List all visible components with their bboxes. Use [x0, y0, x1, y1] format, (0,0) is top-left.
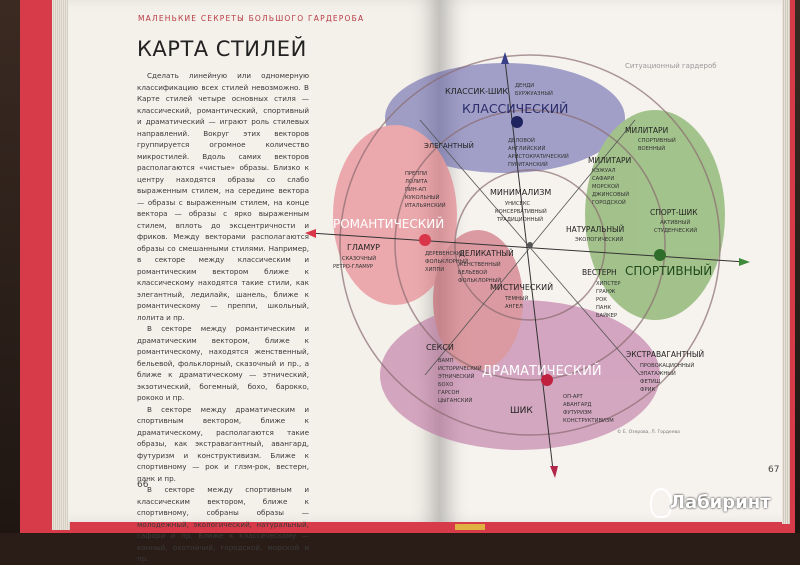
delicate-item: ЖЕНСТВЕННЫЙ [458, 262, 501, 268]
military-item: СПОРТИВНЫЙ [638, 138, 676, 144]
sexy-label: СЕКСИ [426, 343, 454, 352]
preppy-item: ПРЕППИ [405, 171, 427, 177]
military-item: ВОЕННЫЙ [638, 146, 666, 152]
running-head: МАЛЕНЬКИЕ СЕКРЕТЫ БОЛЬШОГО ГАРДЕРОБА [138, 14, 365, 23]
military2-label: МИЛИТАРИ [588, 156, 632, 165]
paragraph: В секторе между романтическим и драматическим вектором, ближе к романтическому, находятся женственный, бельевой, фольклорный, сказочный и пр., а ближе к драматическому — этнический, экзотический, богемный, бохо, барокко, рококо и пр. [137, 324, 309, 402]
sexy-item: ГАРСОН [438, 390, 460, 396]
glamour-item: РЕТРО-ГЛАМУР [333, 264, 374, 270]
delicate-label: ДЕЛИКАТНЫЙ [459, 249, 514, 258]
military2-item: ДЖИНСОВЫЙ [592, 192, 630, 198]
minimalism-item: ТРАДИЦИОННЫЙ [497, 217, 544, 223]
delicate-item: БЕЛЬЕВОЙ [458, 270, 488, 276]
mystic-item: АНГЕЛ [505, 304, 523, 310]
romantic-item: ФОЛЬКЛОРНЫЙ [425, 259, 469, 265]
western-item: РОК [596, 297, 607, 303]
western-item: ПАНК [596, 305, 612, 311]
western-item: БАЙКЕР [596, 313, 618, 319]
mystic-label: МИСТИЧЕСКИЙ [490, 283, 554, 292]
natural-item: ЭКОЛОГИЧЕСКИЙ [575, 237, 624, 243]
romantic-arrow [305, 229, 316, 238]
preppy-item: ПИН-АП [405, 187, 427, 193]
chic-item: КОНСТРУКТИВИЗМ [563, 418, 614, 424]
chic-item: ОП-АРТ [563, 394, 583, 400]
drama-arrow [550, 466, 558, 478]
chic-item: ФУТУРИЗМ [563, 410, 592, 416]
sexy-item: БОХО [438, 382, 454, 388]
military2-item: МОРСКОЙ [592, 184, 619, 190]
classic-chic-label: КЛАССИК-ШИК [445, 87, 509, 96]
paragraph: В секторе между спортивным и классическим вектором, ближе к спортивному, собраны образы — молодежный, экологический, натуральный, сафари и пр. Ближе к классическому — конный, охотничий, городской, морской и пр. [137, 485, 309, 563]
sport-arrow [739, 258, 750, 266]
sexy-item: ВАМП [438, 358, 454, 364]
glamour-label: ГЛАМУР [347, 243, 380, 252]
western-item: ХИПСТЕР [596, 281, 621, 287]
sexy-item: ЭТНИЧЕСКИЙ [438, 374, 475, 380]
classic-item: ДЕЛОВОЙ [508, 138, 535, 144]
watermark: Лабиринт [670, 492, 771, 513]
glamour-item: СКАЗОЧНЫЙ [342, 256, 377, 262]
western-label: ВЕСТЕРН [582, 268, 617, 277]
extravagant-item: ЭПАТАЖНЫЙ [640, 371, 676, 377]
axis-drama-label: ДРАМАТИЧЕСКИЙ [482, 364, 602, 379]
running-head-right: Ситуационный гардероб [625, 62, 717, 70]
sport-dot [654, 249, 666, 261]
sexy-item: ИСТОРИЧЕСКИЙ [438, 366, 482, 372]
military2-item: САФАРИ [592, 176, 615, 182]
military-label: МИЛИТАРИ [625, 126, 669, 135]
sexy-item: ЦЫГАНСКИЙ [438, 398, 473, 404]
credit: © Е. Озерова, Л. Гордеева [617, 430, 680, 435]
axis-romantic-label: РОМАНТИЧЕСКИЙ [333, 217, 445, 231]
classic-item: ПУРИТАНСКИЙ [508, 162, 548, 168]
center-dot [527, 242, 533, 248]
paragraph: Сделать линейную или одномерную классификацию всех стилей невозможно. В Карте стилей четыре основных стиля — классический, романтический, спортивный и драматический — играют роль стилевых направлений. Вокруг этих векторов группируется огромное количество микростилей. Вдоль самих векторов располагаются «чистые» образы. Близко к центру находятся образы со слабо выраженным стилем, на середине вектора — образы с выраженным стилем, на конце вектора — образы с ярко выраженным стилем, вплоть до эксцентричности и фриков. Между векторами располагаются образы со смешанными стилями. Например, в секторе между классическим и романтическим вектором ближе к классическому находятся такие стили, как элегантный, ледилайк, шанель, ближе к романтическому — преппи, школьный, лолита и пр. [137, 71, 309, 322]
bookmark-ribbon [455, 524, 485, 530]
classic-arrow [501, 52, 509, 64]
classic-item: АНГЛИЙСКИЙ [508, 146, 546, 152]
romantic-item: ДЕРЕВЕНСКИЙ [425, 251, 465, 257]
preppy-item: КУКОЛЬНЫЙ [405, 195, 440, 201]
preppy-item: ЛОЛИТА [405, 179, 428, 185]
sport-chic-item: АКТИВНЫЙ [660, 220, 691, 226]
axis-sport-label: СПОРТИВНЫЙ [625, 264, 713, 278]
paragraph: В секторе между драматическим и спортивным вектором, ближе к драматическому, располагаются такие образы, как экстравагантный, авангард, футуризм и конструктивизм. Ближе к спортивному — рок и глэм-рок, вестерн, панк и пр. [137, 404, 309, 483]
romantic-dot [419, 234, 431, 246]
sport-chic-label: СПОРТ-ШИК [650, 208, 698, 217]
classic-chic-item: ДЕНДИ [515, 83, 535, 89]
classic-item: АРИСТОКРАТИЧЕСКИЙ [508, 154, 569, 160]
minimalism-item: УНИСЕКС [505, 201, 531, 207]
classic-dot [511, 116, 523, 128]
military2-item: КЭЖУАЛ [592, 168, 616, 174]
axis-classic-label: КЛАССИЧЕСКИЙ [462, 101, 569, 116]
preppy-item: ИТАЛЬЯНСКИЙ [405, 203, 446, 209]
sport-chic-item: СТУДЕНЧЕСКИЙ [654, 228, 698, 234]
minimalism-item: КОНСЕРВАТИВНЫЙ [495, 209, 547, 215]
elegant-label: ЭЛЕГАНТНЫЙ [424, 142, 474, 150]
labirint-logo-icon [650, 488, 672, 518]
extravagant-item: ФЕТИШ [640, 379, 661, 385]
romantic-item: ХИППИ [425, 267, 445, 273]
military2-item: ГОРОДСКОЙ [592, 200, 626, 206]
page-number-left: 66 [137, 480, 149, 490]
western-item: ГРАНЖ [596, 289, 616, 295]
page-title: КАРТА СТИЛЕЙ [137, 37, 307, 61]
chic-item: АВАНГАРД [563, 402, 592, 408]
chic-label: ШИК [510, 406, 533, 416]
natural-label: НАТУРАЛЬНЫЙ [566, 225, 625, 234]
classic-chic-item: БУРЖУАЗНЫЙ [515, 91, 553, 97]
page-number-right: 67 [768, 465, 780, 475]
extravagant-label: ЭКСТРАВАГАНТНЫЙ [626, 350, 705, 359]
extravagant-item: ПРОВОКАЦИОННЫЙ [640, 363, 695, 369]
delicate-item: ФОЛЬКЛОРНЫЙ [458, 278, 502, 284]
extravagant-item: ФРИК [640, 387, 656, 393]
minimalism-label: МИНИМАЛИЗМ [490, 188, 552, 197]
mystic-item: ТЕМНЫЙ [505, 296, 529, 302]
